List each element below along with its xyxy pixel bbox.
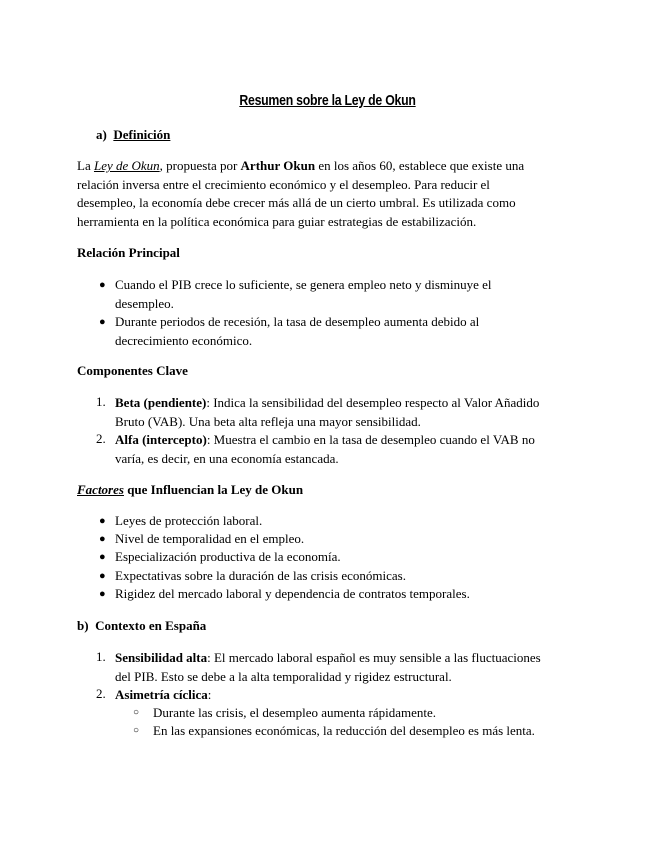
sensibilidad-desc-line-2: del PIB. Esto se debe a la alta temporalidad y rigidez estructural. [115, 668, 452, 684]
componentes-item [115, 394, 575, 431]
alfa-term: Alfa (intercepto) [115, 432, 207, 447]
componentes-item [115, 431, 575, 468]
section-b-letter: b) [77, 618, 89, 633]
bullet-icon: ● [99, 570, 106, 582]
bullet-icon: ● [99, 533, 106, 545]
circle-bullet-icon: ○ [133, 725, 140, 736]
beta-desc: : Indica la sensibilidad del desempleo respecto al Valor Añadido [206, 395, 540, 410]
def-text-2: , propuesta por [159, 158, 241, 173]
circle-bullet-icon: ○ [133, 707, 140, 718]
factor-item: Nivel de temporalidad en el empleo. [115, 531, 305, 546]
relacion-item-line: Durante periodos de recesión, la tasa de desempleo aumenta debido al [115, 314, 480, 329]
relacion-item [115, 276, 575, 313]
beta-term: Beta (pendiente) [115, 395, 207, 410]
contexto-subitem: Durante las crisis, el desempleo aumenta rápidamente. [153, 705, 437, 720]
definition-line-3: desempleo, la economía debe crecer más allá de un cierto umbral. Es utilizada como [77, 195, 516, 210]
section-a-letter: a) [96, 127, 107, 142]
contexto-item [115, 649, 575, 686]
factores-link[interactable]: Factores [77, 482, 124, 497]
relacion-item-line: decrecimiento económico. [115, 332, 253, 348]
bullet-icon: ● [99, 316, 106, 328]
factor-item: Expectativas sobre la duración de las crisis económicas. [115, 568, 406, 583]
section-b-heading [77, 618, 206, 634]
beta-desc-line-2: Bruto (VAB). Una beta alta refleja una mayor sensibilidad. [115, 413, 421, 429]
factores-heading-rest: que Influencian la Ley de Okun [123, 482, 304, 497]
section-a-label: Definición [113, 127, 171, 142]
section-b-label: Contexto en España [95, 618, 207, 633]
list-number: 1. [96, 394, 106, 409]
factor-item: Especialización productiva de la economía. [115, 549, 341, 564]
list-number: 2. [96, 431, 106, 446]
bullet-icon: ● [99, 515, 106, 527]
list-number: 1. [96, 649, 106, 664]
bullet-icon: ● [99, 551, 106, 563]
def-text-1: La [77, 158, 94, 173]
definition-line-4: herramienta en la política económica para guiar estrategias de estabilización. [77, 213, 477, 229]
factor-item: Rigidez del mercado laboral y dependencia de contratos temporales. [115, 586, 470, 601]
definition-line-1 [77, 157, 577, 176]
relacion-item-line: Cuando el PIB crece lo suficiente, se genera empleo neto y disminuye el [115, 277, 492, 292]
factores-heading [77, 482, 303, 498]
page-title: Resumen sobre la Ley de Okun [239, 92, 416, 109]
sensibilidad-desc: : El mercado laboral español es muy sensible a las fluctuaciones [207, 650, 541, 665]
section-a-heading [96, 127, 170, 143]
definition-paragraph [77, 157, 577, 231]
componentes-heading: Componentes Clave [77, 363, 188, 378]
contexto-subitem: En las expansiones económicas, la reducción del desempleo es más lenta. [153, 723, 535, 738]
definition-line-2: relación inversa entre el crecimiento económico y el desempleo. Para reducir el [77, 176, 490, 192]
relacion-item [115, 313, 575, 350]
bullet-icon: ● [99, 279, 106, 291]
okun-law-link[interactable]: Ley de Okun [93, 158, 160, 173]
asimetria-term: Asimetría cíclica [115, 687, 208, 702]
relacion-item-line: desempleo. [115, 295, 174, 311]
sensibilidad-term: Sensibilidad alta [115, 650, 208, 665]
relacion-heading: Relación Principal [77, 245, 180, 260]
factor-item: Leyes de protección laboral. [115, 513, 263, 528]
alfa-desc-line-2: varía, es decir, en una economía estancada. [115, 450, 339, 466]
bullet-icon: ● [99, 588, 106, 600]
list-number: 2. [96, 686, 106, 701]
alfa-desc: : Muestra el cambio en la tasa de desempleo cuando el VAB no [206, 432, 535, 447]
contexto-item [115, 686, 575, 705]
asimetria-colon: : [207, 687, 212, 702]
def-text-3: en los años 60, establece que existe una [315, 158, 525, 173]
def-author: Arthur Okun [240, 158, 316, 173]
